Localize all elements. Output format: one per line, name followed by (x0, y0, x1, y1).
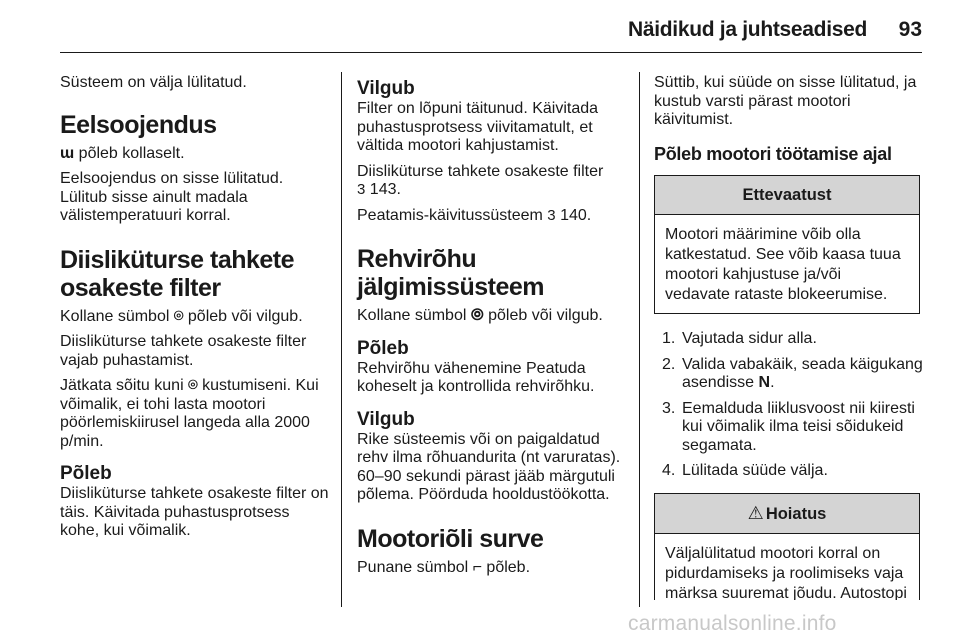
dpf-reference: Diisliküturse tahkete osakeste filter 3 143. (357, 162, 604, 198)
steps-list (654, 330, 926, 481)
oil-pressure-heading: Mootoriõli surve (357, 524, 544, 553)
tpms-lamp-text: Kollane sümbol ⦾ põleb või vilgub. (357, 307, 603, 324)
system-off-text: Süsteem on välja lülitatud. (60, 74, 247, 91)
warning-box-title: ⚠ Hoiatus (655, 494, 919, 535)
oil-intro-text: Süttib, kui süüde on sisse lülitatud, ja kustub varsti pärast mootori käivitumist. (654, 74, 917, 128)
stop-start-reference: Peatamis-käivitussüsteem 3 140. (357, 206, 592, 224)
dpf-text-1: Diisliküturse tahkete osakeste filter vajab puhastamist. (60, 333, 307, 369)
page-reference-arrow-icon: 3 (547, 206, 556, 224)
page-number: 93 (898, 18, 922, 41)
list-item: 2. Valida vabakäik, seada käigukang asendisse N. (662, 355, 923, 391)
tpms-flash-text: Rike süsteemis või on paigaldatud rehv ilma rõhuandurita (nt varuratas). 60–90 sekundi pärast jääb märgutuli põlema. Pöörduda hooldustöökotta. (357, 430, 621, 503)
heating-heading: Eelsoojendus (60, 110, 217, 139)
tpms-lit-heading: Põleb (357, 337, 409, 359)
dpf-heading: Diisliküturse tahkete osakeste filter (60, 245, 295, 302)
list-item: 4. Lülitada süüde välja. (662, 462, 828, 479)
dpf-flash-text: Filter on lõpuni täitunud. Käivitada puhastusprotsess viivitamatult, et vältida mootori kahjustamist. (357, 100, 599, 154)
particulate-filter-icon: ⌾ (173, 307, 184, 325)
tire-pressure-icon: ⦾ (470, 307, 484, 324)
column-divider-2 (639, 72, 640, 607)
tpms-flash-heading: Vilgub (357, 408, 415, 430)
warning-box-text: Väljalülitatud mootori korral on pidurdamiseks ja roolimiseks vaja märksa suuremat jõudu. Autostopi (665, 545, 907, 600)
heating-description: Eelsoojendus on sisse lülitatud. Lülitub sisse ainult madala välistemperatuuri korral. (60, 170, 284, 224)
dpf-flash-heading: Vilgub (357, 78, 415, 99)
watermark: carmanualsonline.info (628, 612, 837, 635)
dpf-lamp-text: Kollane sümbol ⌾ põleb või vilgub. (60, 307, 303, 325)
running-lit-heading: Põleb mootori töötamise ajal (654, 143, 892, 164)
page-reference-arrow-icon: 3 (357, 181, 366, 198)
caution-box-text: Mootori määrimine võib olla katkestatud. See võib kaasa tuua mootori kahjustuse ja/või vedavate rataste blokeerumise. (665, 226, 901, 303)
particulate-filter-icon: ⌾ (188, 377, 198, 394)
warning-triangle-icon: ⚠ (747, 502, 764, 523)
column-1 (60, 74, 332, 548)
caution-box-title: Ettevaatust (655, 176, 919, 216)
list-item: 1. Vajutada sidur alla. (662, 330, 817, 347)
heating-lamp-text: ɯ põleb kollaselt. (60, 144, 185, 162)
warning-box (654, 493, 920, 601)
list-item: 3. Eemalduda liiklusvoost nii kiiresti kui võimalik ilma teisi sõidukeid segamata. (662, 399, 915, 454)
page-header (60, 12, 922, 53)
dpf-lit-heading: Põleb (60, 463, 112, 484)
section-title: Näidikud ja juhtseadised (628, 18, 868, 41)
column-divider-1 (341, 72, 342, 607)
tpms-heading: Rehvirõhu jälgimissüsteem (357, 245, 545, 301)
glow-plug-icon: ɯ (60, 144, 75, 162)
dpf-text-2: Jätkata sõitu kuni ⌾ kustumiseni. Kui võimalik, ei tohi lasta mootori pöörlemiskiirusel langeda alla 2000 p/min. (60, 377, 319, 450)
dpf-lit-text: Diisliküturse tahkete osakeste filter on täis. Käivitada puhastusprotsess kohe, kui võimalik. (60, 485, 329, 539)
caution-box (654, 175, 920, 315)
oil-lamp-text: Punane sümbol ⌐ põleb. (357, 558, 531, 576)
column-2 (357, 74, 629, 584)
column-3 (654, 74, 926, 600)
tpms-lit-text: Rehvirõhu vähenemine Peatuda koheselt ja kontrollida rehvirõhku. (357, 359, 595, 395)
oil-can-icon: ⌐ (472, 558, 482, 576)
